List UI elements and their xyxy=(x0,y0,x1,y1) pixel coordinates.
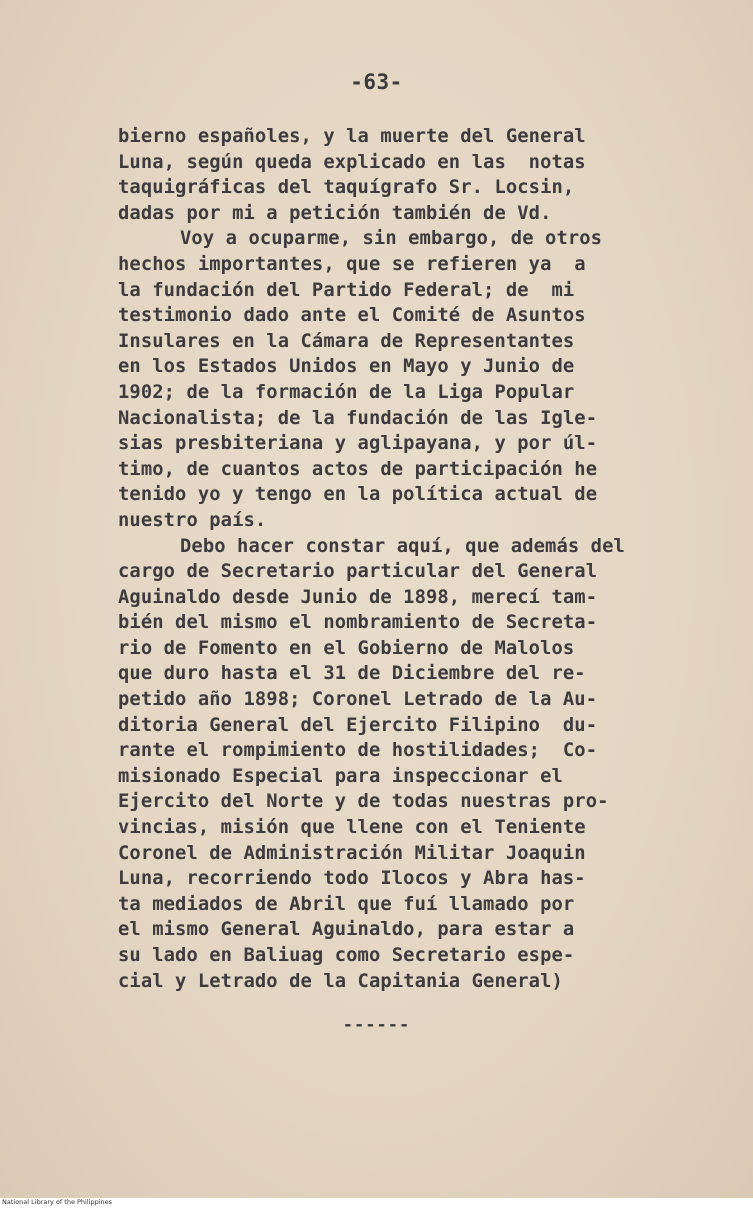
section-separator: ------ xyxy=(342,1015,411,1035)
text-line: Luna, según queda explicado en las notas xyxy=(118,151,586,173)
text-line: Coronel de Administración Militar Joaquin xyxy=(118,842,586,864)
text-line: bién del mismo el nombramiento de Secreta- xyxy=(118,612,598,634)
text-line: Debo hacer constar aquí, que además del xyxy=(180,535,625,557)
page-number: -63- xyxy=(350,70,403,94)
text-line: nuestro país. xyxy=(118,509,267,531)
footer-strip xyxy=(0,1198,753,1208)
text-line: timo, de cuantos actos de participación he xyxy=(118,458,598,480)
text-line: Ejercito del Norte y de todas nuestras pro- xyxy=(118,791,609,813)
text-line: misionado Especial para inspeccionar el xyxy=(118,765,563,787)
text-line: Luna, recorriendo todo Ilocos y Abra has- xyxy=(118,868,586,890)
text-line: rante el rompimiento de hostilidades; Co- xyxy=(118,740,598,762)
text-line: bierno españoles, y la muerte del General xyxy=(118,126,586,147)
text-line: el mismo General Aguinaldo, para estar a xyxy=(118,919,575,941)
text-line: ditoria General del Ejercito Filipino du- xyxy=(118,714,598,736)
text-line: hechos importantes, que se refieren ya a xyxy=(118,253,586,275)
text-line: dadas por mi a petición también de Vd. xyxy=(118,202,552,224)
library-credit: National Library of the Philippines xyxy=(2,1198,113,1206)
text-line: tenido yo y tengo en la política actual de xyxy=(118,484,598,506)
text-line: cial y Letrado de la Capitania General) xyxy=(118,970,563,992)
text-line: testimonio dado ante el Comité de Asuntos xyxy=(118,305,586,327)
text-line: vincias, misión que llene con el Teniente xyxy=(118,817,586,839)
text-line: rio de Fomento en el Gobierno de Malolos xyxy=(118,637,575,659)
body-text xyxy=(118,124,698,994)
text-line: su lado en Baliuag como Secretario espe- xyxy=(118,945,575,966)
text-line: la fundación del Partido Federal; de mi xyxy=(118,279,575,301)
text-line: Nacionalista; de la fundación de las Igle- xyxy=(118,407,598,429)
text-line: sias presbiteriana y aglipayana, y por úl- xyxy=(118,433,598,455)
text-line: que duro hasta el 31 de Diciembre del re- xyxy=(118,663,586,685)
text-line: en los Estados Unidos en Mayo y Junio de xyxy=(118,356,575,378)
text-line: Voy a ocuparme, sin embargo, de otros xyxy=(180,228,603,250)
text-line: Aguinaldo desde Junio de 1898, merecí tam- xyxy=(118,586,598,608)
text-line: petido año 1898; Coronel Letrado de la Au- xyxy=(118,689,598,711)
text-line: Insulares en la Cámara de Representantes xyxy=(118,330,575,352)
text-line: taquigráficas del taquígrafo Sr. Locsin, xyxy=(118,177,575,199)
text-line: cargo de Secretario particular del General xyxy=(118,561,598,583)
text-line: 1902; de la formación de la Liga Popular xyxy=(118,381,575,403)
text-line: ta mediados de Abril que fuí llamado por xyxy=(118,893,575,915)
